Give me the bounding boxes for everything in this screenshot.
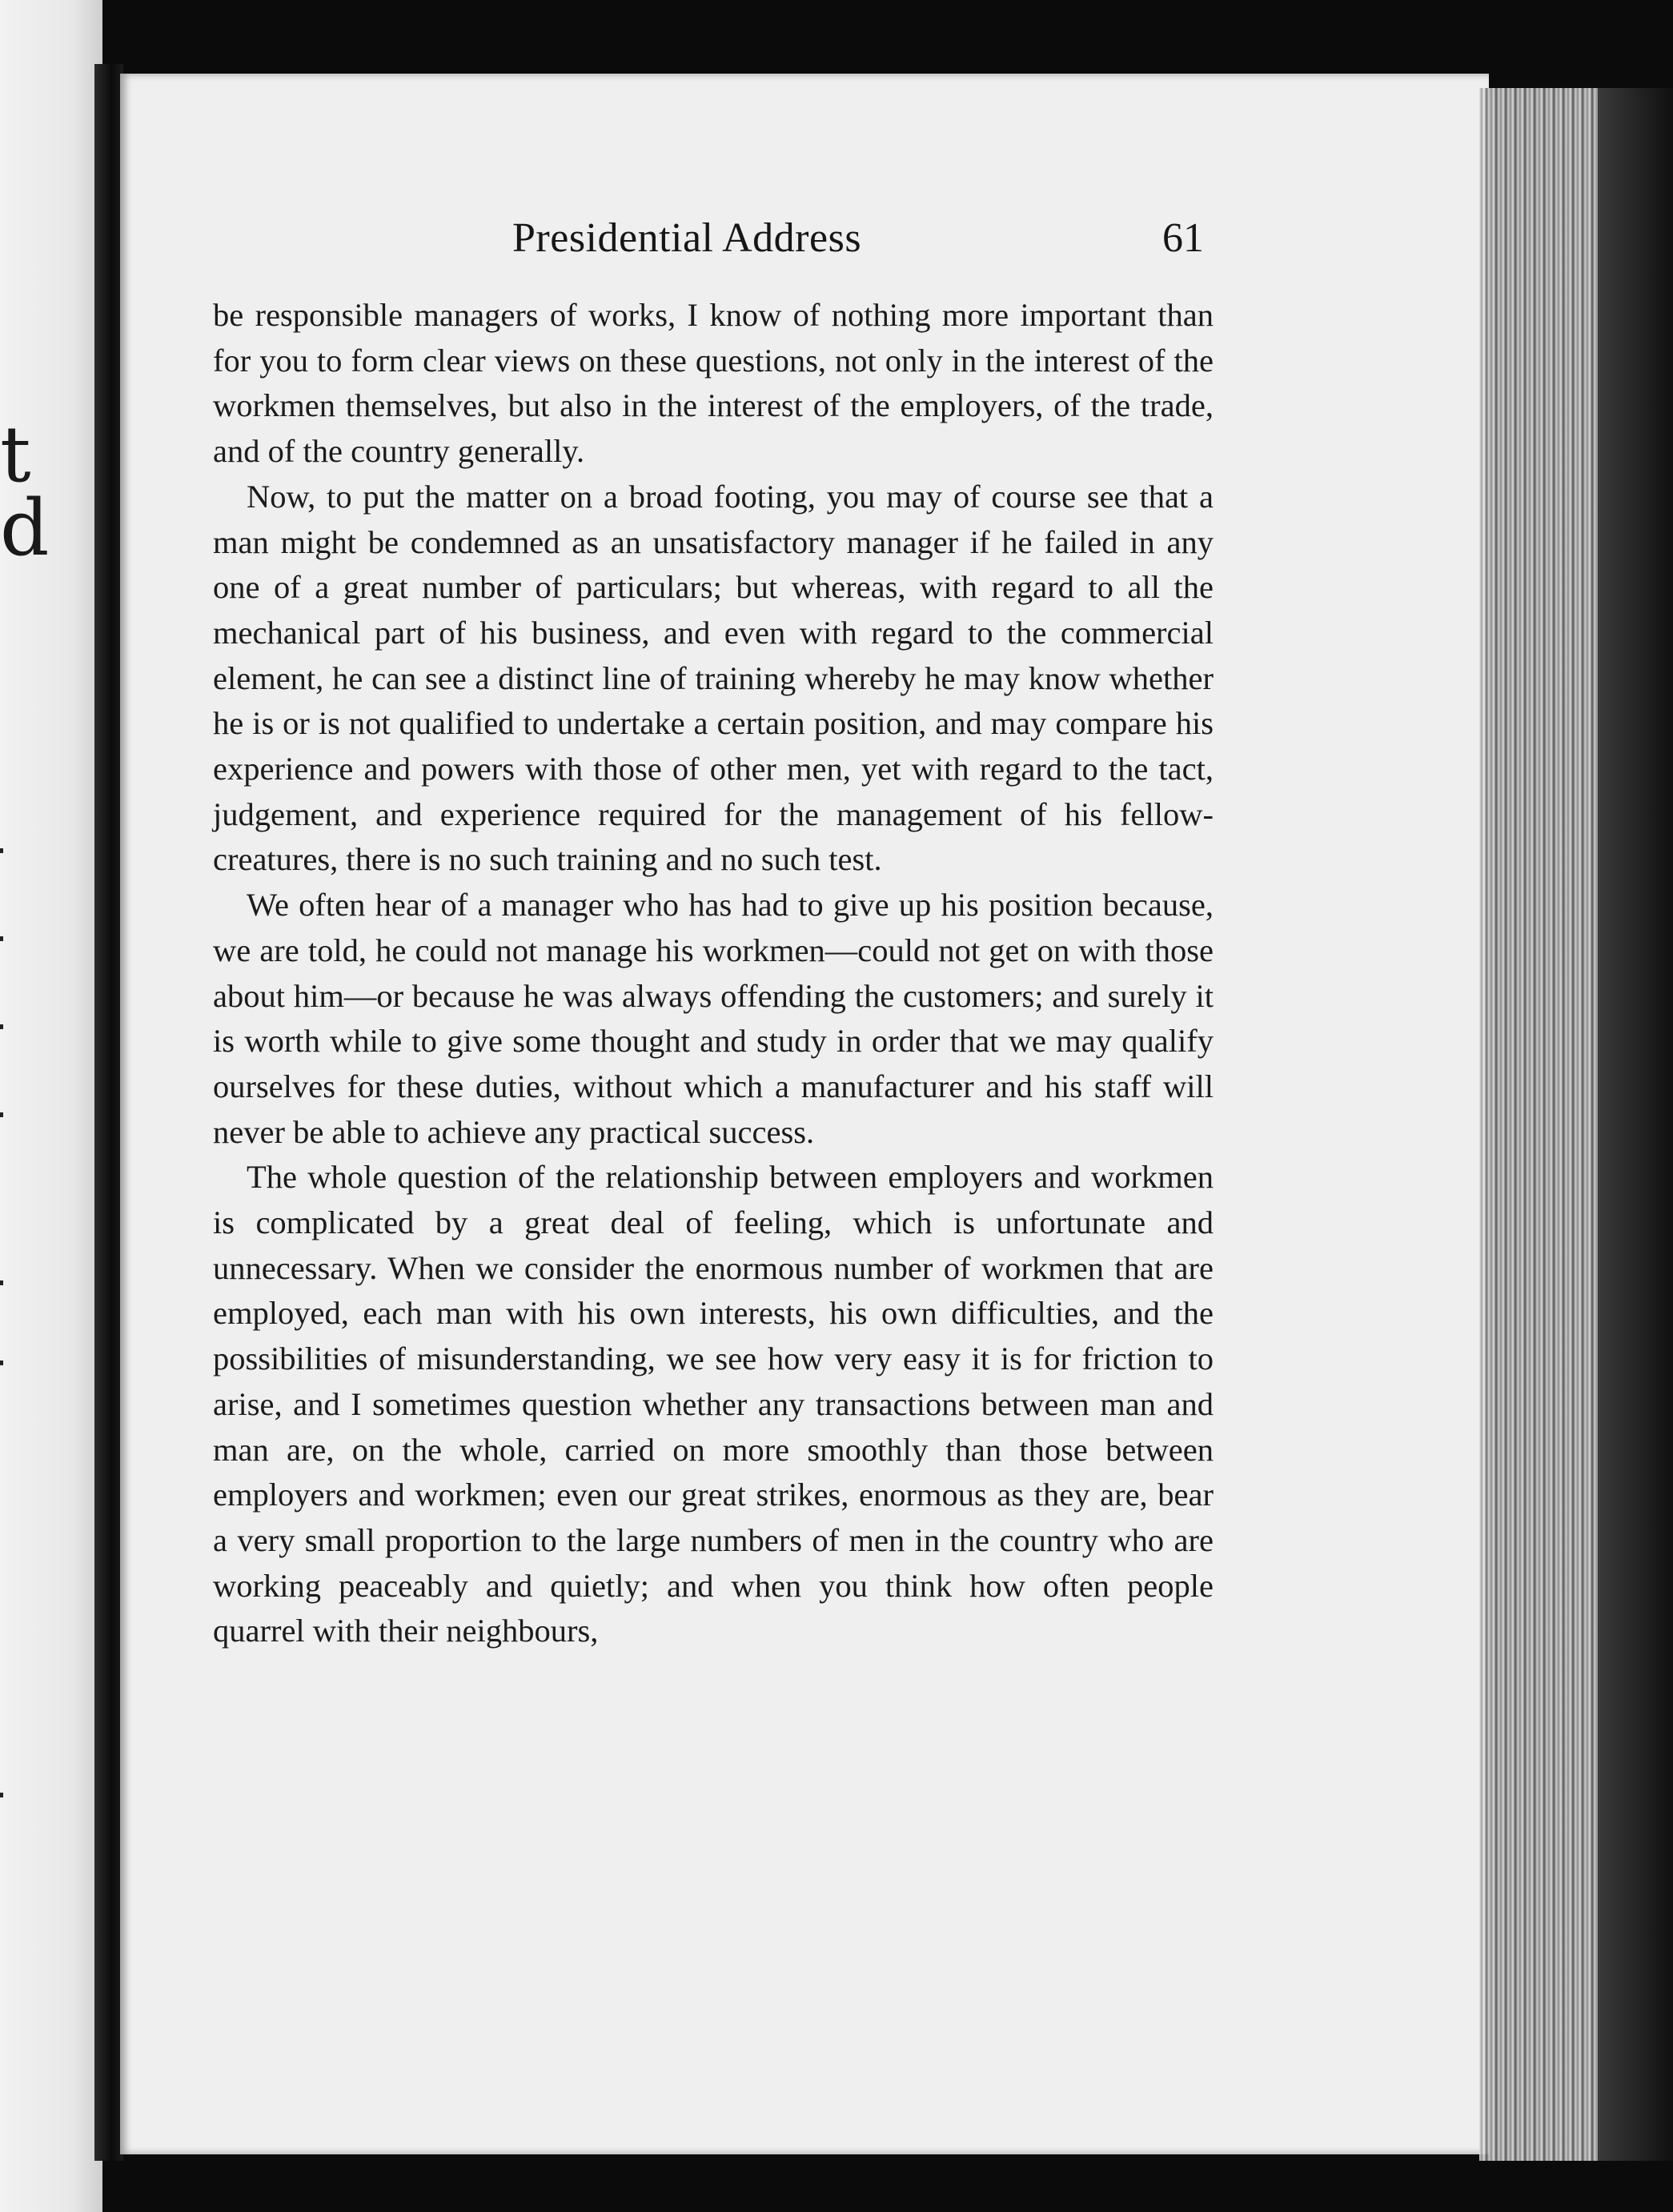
facing-page-mark: [0, 1280, 3, 1285]
paragraph: be responsible managers of works, I know of nothing more important than for you to form clear views on these questions, not only in the interest of the workmen themselves, but also in the interest of the employers, of the trade, and of the country generally.: [213, 297, 1214, 470]
facing-page-mark: [0, 1024, 3, 1029]
page-number: 61: [1162, 215, 1204, 261]
body-text: [213, 293, 1214, 1654]
paragraph: Now, to put the matter on a broad footing, you may of course see that a man might be condemned as an unsatisfactory manager if he failed in any one of a great number of particulars; but whereas, with regard to all the mechanical part of his business, and even with regard to the commercial element, he can see a distinct line of training whereby he may know whether he is or is not qualified to undertake a certain position, and may compare his experience and powers with those of other men, yet with regard to the tact, judgement, and experience required for the management of his fellow-creatures, there is no such training and no such test.: [213, 478, 1214, 878]
facing-page-edge: [0, 0, 102, 2212]
paragraph: We often hear of a manager who has had to give up his position because, we are told, he could not manage his workmen—could not get on with those about him—or because he was always offending the customers; and surely it is worth while to give some thought and study in order that we may qualify ourselves for these duties, without which a manufacturer and his staff will never be able to achieve any practical success.: [213, 887, 1214, 1150]
facing-page-fragment: d: [0, 483, 50, 573]
facing-page-mark: [0, 936, 3, 941]
facing-page-fragment: t: [0, 410, 31, 499]
running-title: Presidential Address: [512, 215, 862, 261]
paragraph: The whole question of the relationship between employers and workmen is complicated by a great deal of feeling, which is unfortunate and unnecessary. When we consider the enormous number of workmen that are employed, each man with his own interests, his own difficulties, and the possibilities of misunderstanding, we see how very easy it is for friction to arise, and I sometimes question whether any transactions between man and man are, on the whole, carried on more smoothly than those between employers and workmen; even our great strikes, enormous as they are, bear a very small proportion to the large numbers of men in the country who are working peaceably and quietly; and when you think how often people quarrel with their neighbours,: [213, 1159, 1214, 1649]
facing-page-mark: [0, 1793, 3, 1797]
facing-page-mark: [0, 1360, 3, 1365]
page-stack-edges: [1479, 88, 1599, 2161]
page-stack-shadow: [1598, 88, 1673, 2161]
book-gutter: [94, 64, 123, 2161]
facing-page-mark: [0, 1112, 3, 1117]
running-head: [120, 214, 1489, 282]
facing-page-mark: [0, 848, 3, 853]
